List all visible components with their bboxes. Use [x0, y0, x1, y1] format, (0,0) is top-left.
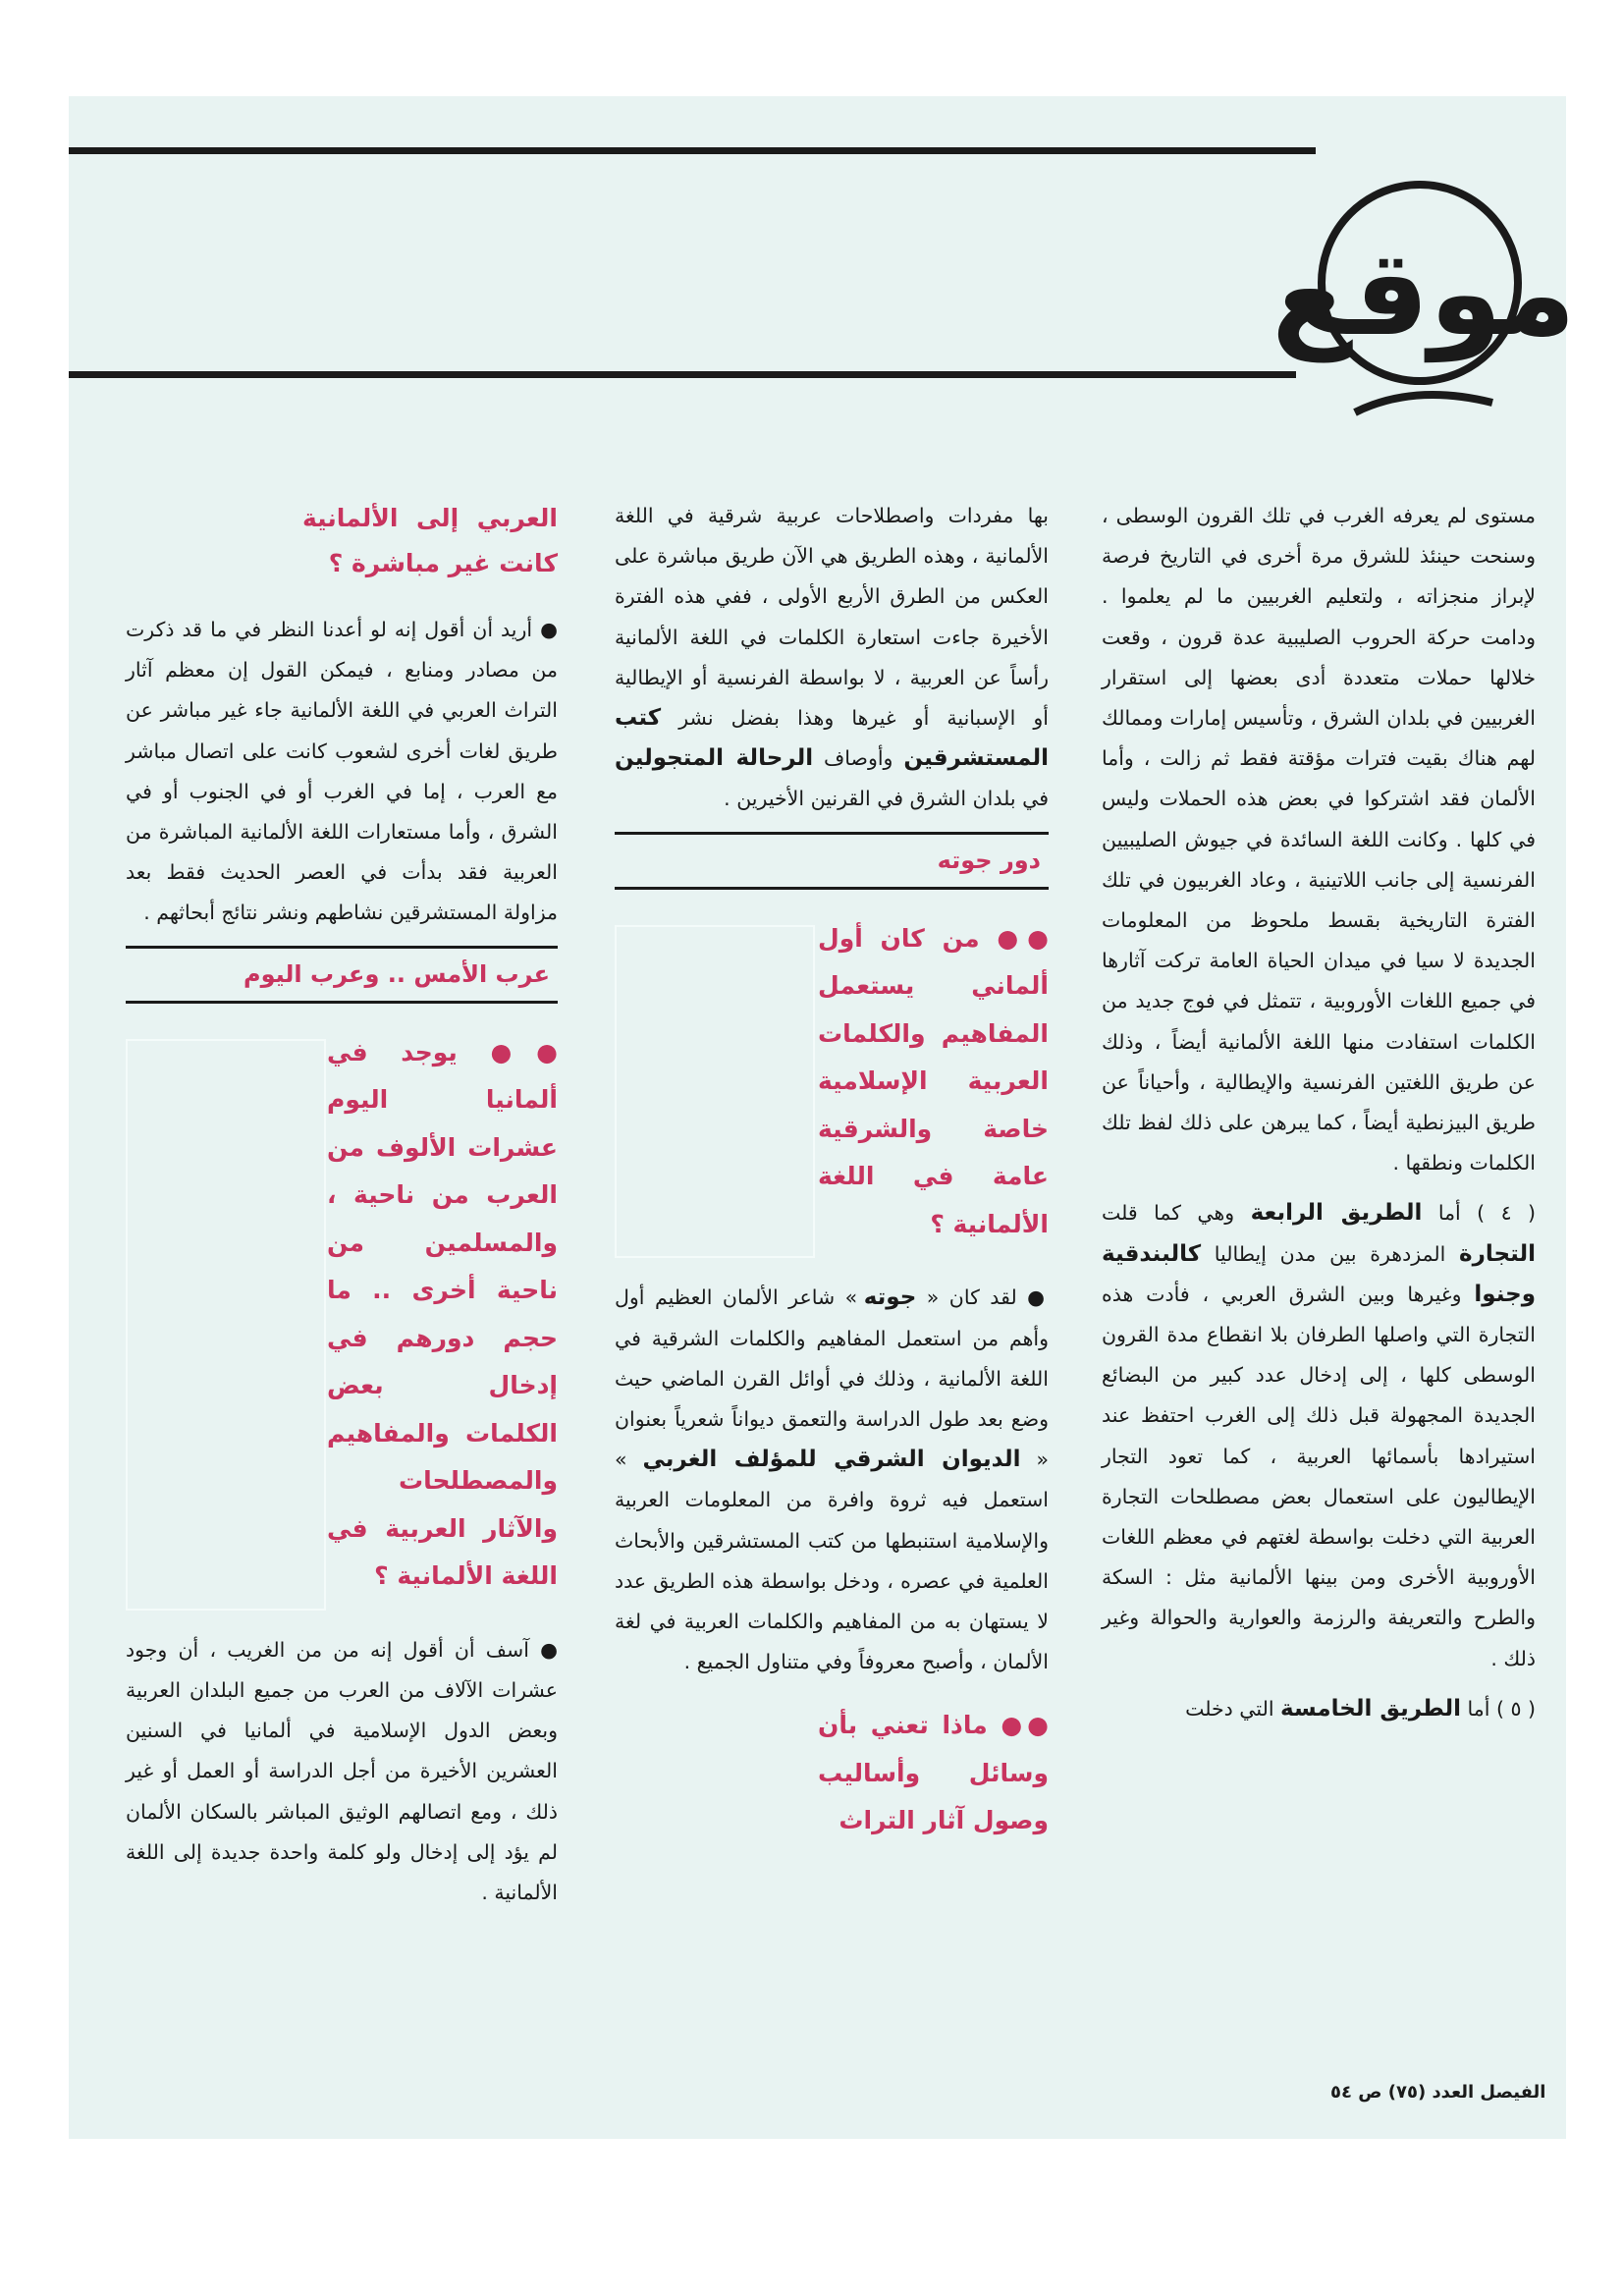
- section-heading: دور جوته: [615, 832, 1049, 890]
- question-callout: [615, 915, 1049, 1249]
- question-callout: [126, 1029, 558, 1601]
- section-logo-icon: [1271, 137, 1577, 442]
- column-middle: [615, 496, 1049, 1875]
- question-text: ●● من كان أول ألماني يستعمل المفاهيم والكلمات العربية الإسلامية خاصة والشرقية عامة في اللغة الألمانية ؟: [818, 923, 1049, 1238]
- paragraph: ● آسف أن أقول إنه من من الغريب ، أن وجود عشرات الآلاف من العرب من جميع البلدان العربية وبعض الدول الإسلامية في ألمانيا في السنين العشرين الأخيرة من أجل الدراسة أو العمل أو غير ذلك ، ومع اتصالهم الوثيق المباشر بالسكان الألمان لم يؤد إلى إدخال ولو كلمة واحدة جديدة إلى اللغة الألمانية .: [126, 1637, 558, 1905]
- header-rule-bottom: [69, 371, 1296, 378]
- column-left: [126, 496, 558, 1923]
- paragraph: ● أريد أن أقول إنه لو أعدنا النظر في ما قد ذكرت من مصادر ومنابع ، فيمكن القول إن معظم آثار التراث العربي في اللغة الألمانية جاء غير مباشر عن طريق لغات أخرى لشعوب كانت على اتصال مباشر مع العرب ، إما في الغرب أو في الجنوب أو في الشرق ، وأما مستعارات اللغة الألمانية المباشرة من العربية فقد بدأت في العصر الحديث فقط بعد مزاولة المستشرقين نشاطهم ونشر نتائج أبحاثهم .: [126, 618, 558, 925]
- column-right: [1102, 496, 1536, 1739]
- question-text: ●● يوجد في ألمانيا اليوم عشرات الألوف من العرب من ناحية ، والمسلمين من ناحية أخرى .. ما حجم دورهم في إدخال بعض الكلمات والمفاهيم والمصطلحات والآثار العربية في اللغة الألمانية ؟: [327, 1037, 558, 1591]
- paragraph: ( ٤ ) أما الطريق الرابعة وهي كما قلت التجارة المزدهرة بين مدن إيطاليا كالبندقية وجنوا وغيرها وبين الشرق العربي ، فأدت هذه التجارة التي واصلها الطرفان بلا انقطاع مدة القرون الوسطى كلها ، إلى إدخال عدد كبير من البضائع الجديدة المجهولة قبل ذلك إلى الغرب احتفظ عند استيرادها بأسمائها العربية ، كما تعود التجار الإيطاليون على استعمال بعض مصطلحات التجارة العربية التي دخلت بواسطة لغتهم في معظم اللغات الأوروبية الأخرى ومن بينها الألمانية مثل : السكة والطرح والتعريفة والرزمة والعوارية والحوالة وغير ذلك .: [1102, 1200, 1537, 1670]
- question-continuation: العربي إلى الألمانية كانت غير مباشرة ؟: [302, 504, 558, 577]
- header-rule-top: [69, 147, 1316, 154]
- question-callout: [615, 1702, 1049, 1845]
- paragraph: ( ٥ ) أما الطريق الخامسة التي دخلت: [1185, 1695, 1536, 1722]
- section-logo-text: موقع: [1271, 226, 1577, 362]
- paragraph: مستوى لم يعرفه الغرب في تلك القرون الوسطى ، وسنحت حينئذ للشرق مرة أخرى في التاريخ فرصة لإبراز منجزاته ، ولتعليم الغربيين ما لم يعلموا . ودامت حركة الحروب الصليبية عدة قرون ، وقعت خلالها حملات متعددة أدى بعضها إلى استقرار الغربيين في بلدان الشرق ، وتأسيس إمارات وممالك لهم هناك بقيت فترات مؤقتة فقط ثم زالت ، وأما الألمان فقد اشتركوا في بعض هذه الحملات وليس في كلها . وكانت اللغة السائدة في جيوش الصليبيين الفرنسية إلى جانب اللاتينية ، وعاد الغربيون في تلك الفترة التاريخية بقسط ملحوظ من المعلومات الجديدة لا سيا في ميدان الحياة العامة تركت آثارها في جميع اللغات الأوروبية ، تتمثل في فوج جديد من الكلمات استفادت منها اللغة الألمانية أيضاً ، وذلك عن طريق اللغتين الفرنسية والإيطالية ، وأحياناً عن طريق البيزنطية أيضاً ، كما يبرهن على ذلك لفظ تلك الكلمات ونطقها .: [1102, 504, 1536, 1175]
- question-text: ●● ماذا تعني بأن وسائل وأساليب وصول آثار التراث: [818, 1711, 1049, 1835]
- paragraph: بها مفردات واصطلاحات عربية شرقية في اللغة الألمانية ، وهذه الطريق هي الآن طريق مباشرة على العكس من الطرق الأربع الأولى ، ففي هذه الفترة الأخيرة جاءت استعارة الكلمات في اللغة الألمانية رأساً عن العربية ، لا بواسطة الفرنسية أو الإيطالية أو الإسبانية أو غيرها وهذا بفضل نشر كتب المستشرقين وأوصاف الرحالة المتجولين في بلدان الشرق في القرنين الأخيرين .: [615, 504, 1049, 811]
- section-heading: عرب الأمس .. وعرب اليوم: [126, 946, 558, 1004]
- page-footer: الفيصل العدد (٧٥) ص ٥٤: [1330, 2082, 1546, 2103]
- paragraph: ● لقد كان « جوته » شاعر الألمان العظيم أول وأهم من استعمل المفاهيم والكلمات الشرقية في اللغة الألمانية ، وذلك في أوائل القرن الماضي حيث وضع بعد طول الدراسة والتعمق ديواناً شعرياً بعنوان « الديوان الشرقي للمؤلف الغربي » استعمل فيه ثروة وافرة من المعلومات العربية والإسلامية استنبطها من كتب المستشرقين والأبحاث العلمية في عصره ، ودخل بواسطة هذه الطريق عدد لا يستهان به من المفاهيم والكلمات العربية في لغة الألمان ، وأصبح معروفاً وفي متناول الجميع .: [615, 1285, 1050, 1674]
